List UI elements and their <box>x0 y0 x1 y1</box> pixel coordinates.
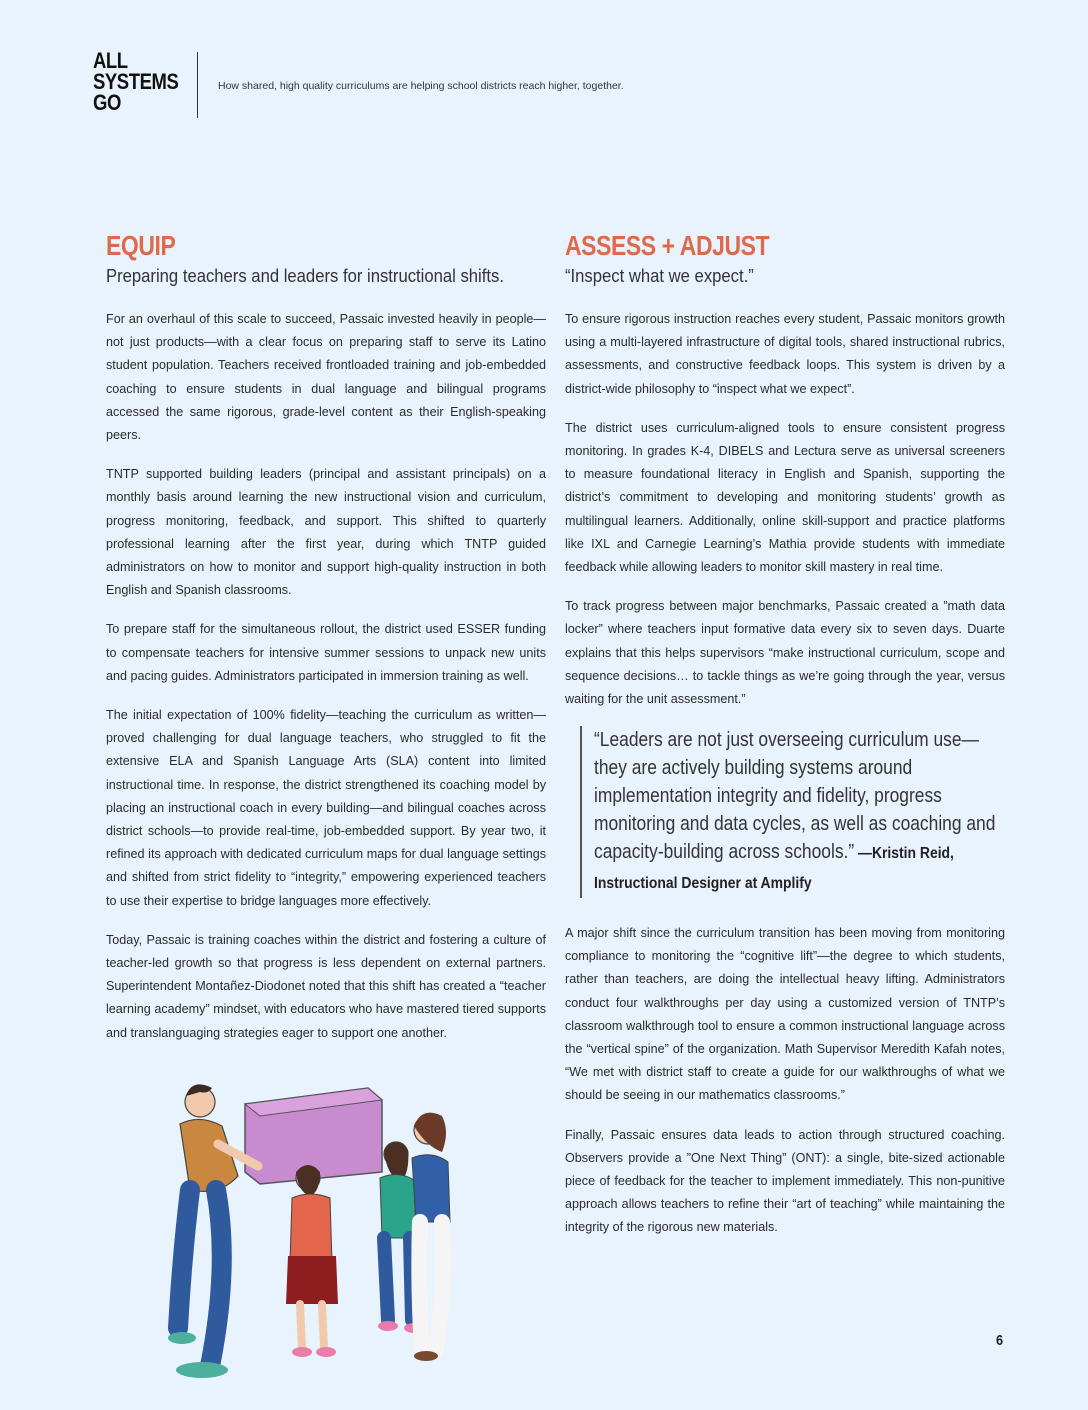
pull-quote <box>580 726 1014 898</box>
assess-subtitle: “Inspect what we expect.” <box>565 265 754 286</box>
assess-paragraph: To track progress between major benchmarks, Passaic created a ”math data locker” where teachers input formative data every six to seven days. Duarte explains that this helps supervisors “make instructional curriculum, scope and sequence decisions… to tackle things as we’re going through the year, versus waiting for the unit assessment.” <box>565 599 1005 707</box>
assess-section <box>565 230 1005 711</box>
header-divider <box>197 52 198 118</box>
assess-section-continued <box>565 922 1005 1240</box>
logo-line: GO <box>93 90 121 115</box>
quote-attribution: —Kristin Reid, Instructional Designer at Amplify <box>594 845 954 892</box>
family-carrying-box-illustration <box>160 1066 460 1384</box>
equip-paragraph: The initial expectation of 100% fidelity—teaching the curriculum as written—proved challenging for dual language teachers, who struggled to fit the extensive ELA and Spanish Language Arts (SLA) content into limited instructional time. In response, the district strengthened its coaching model by placing an instructional coach in every building—and bilingual coaches across district schools—to provide real-time, job-embedded support. By year two, it refined its approach with dedicated curriculum maps for dual language settings and shifted from strict fidelity to “integrity,” empowering experienced teachers to use their expertise to bridge languages more effectively. <box>106 708 546 908</box>
equip-section <box>106 230 546 1045</box>
equip-paragraph: TNTP supported building leaders (principal and assistant principals) on a monthly basis around learning the new instructional vision and curriculum, progress monitoring, feedback, and support. This shifted to quarterly professional learning after the first year, during which TNTP guided administrators on how to monitor and support high-quality instruction in both English and Spanish classrooms. <box>106 467 546 598</box>
assess-title: ASSESS + ADJUST <box>565 230 770 261</box>
assess-paragraph: To ensure rigorous instruction reaches every student, Passaic monitors growth using a multi-layered infrastructure of digital tools, shared instructional rubrics, assessments, and constructive feedback loops. This system is driven by a district-wide philosophy to “inspect what we expect”. <box>565 312 1005 396</box>
assess-paragraph: A major shift since the curriculum transition has been moving from monitoring compliance to monitoring the “cognitive lift”—the degree to which students, rather than teachers, are doing the intellectual heavy lifting. Administrators conduct four walkthroughs per day using a customized version of TNTP’s classroom walkthrough tool to ensure a common instructional language across the “vertical spine” of the organization. Math Supervisor Meredith Kafah notes, “We met with district staff to create a guide for our walkthroughs of what we should be seeing in our mathematics classrooms.” <box>565 926 1005 1103</box>
equip-paragraph: Today, Passaic is training coaches within the district and fostering a culture of teacher-led growth so that progress is less dependent on external partners. Superintendent Montañez-Diodonet noted that this shift has created a “teacher learning academy” mindset, with educators who have mastered tiered supports and translanguaging strategies eager to support one another. <box>106 932 546 1040</box>
header-tagline: How shared, high quality curriculums are helping school districts reach higher, together. <box>218 80 624 92</box>
equip-paragraph: For an overhaul of this scale to succeed, Passaic invested heavily in people—not just products—with a clear focus on preparing staff to serve its Latino student population. Teachers received frontloaded training and job-embedded coaching to ensure students in dual language and bilingual programs accessed the same rigorous, grade-level content as their English-speaking peers. <box>106 312 546 443</box>
page-number: 6 <box>996 1332 1004 1349</box>
equip-subtitle: Preparing teachers and leaders for instructional shifts. <box>106 265 504 286</box>
assess-paragraph: The district uses curriculum-aligned tools to ensure consistent progress monitoring. In grades K-4, DIBELS and Lectura serve as universal screeners to measure foundational literacy in English and Spanish, supporting the district’s commitment to developing and monitoring students’ growth as multilingual learners. Additionally, online skill-support and practice platforms like IXL and Carnegie Learning’s Mathia provide students with immediate feedback while allowing leaders to monitor skill mastery in real time. <box>565 420 1005 575</box>
brand-logo <box>93 50 193 113</box>
assess-paragraph: Finally, Passaic ensures data leads to action through structured coaching. Observers provide a ”One Next Thing” (ONT): a single, bite-sized actionable piece of feedback for the teacher to implement immediately. This non-punitive approach allows teachers to refine their “art of teaching” while maintaining the integrity of the rigorous new materials. <box>565 1127 1005 1235</box>
logo-line: ALL <box>93 48 128 73</box>
logo-line: SYSTEMS <box>93 69 179 94</box>
equip-paragraph: To prepare staff for the simultaneous rollout, the district used ESSER funding to compensate teachers for intensive summer sessions to unpack new units and pacing guides. Administrators participated in immersion training as well. <box>106 622 546 683</box>
equip-title: EQUIP <box>106 230 176 261</box>
pull-quote-text <box>594 726 1003 898</box>
quote-body: “Leaders are not just overseeing curriculum use—they are actively building systems around implementation integrity and fidelity, progress monitoring and data cycles, as well as coaching and capacity-building across schools.” <box>594 729 996 863</box>
